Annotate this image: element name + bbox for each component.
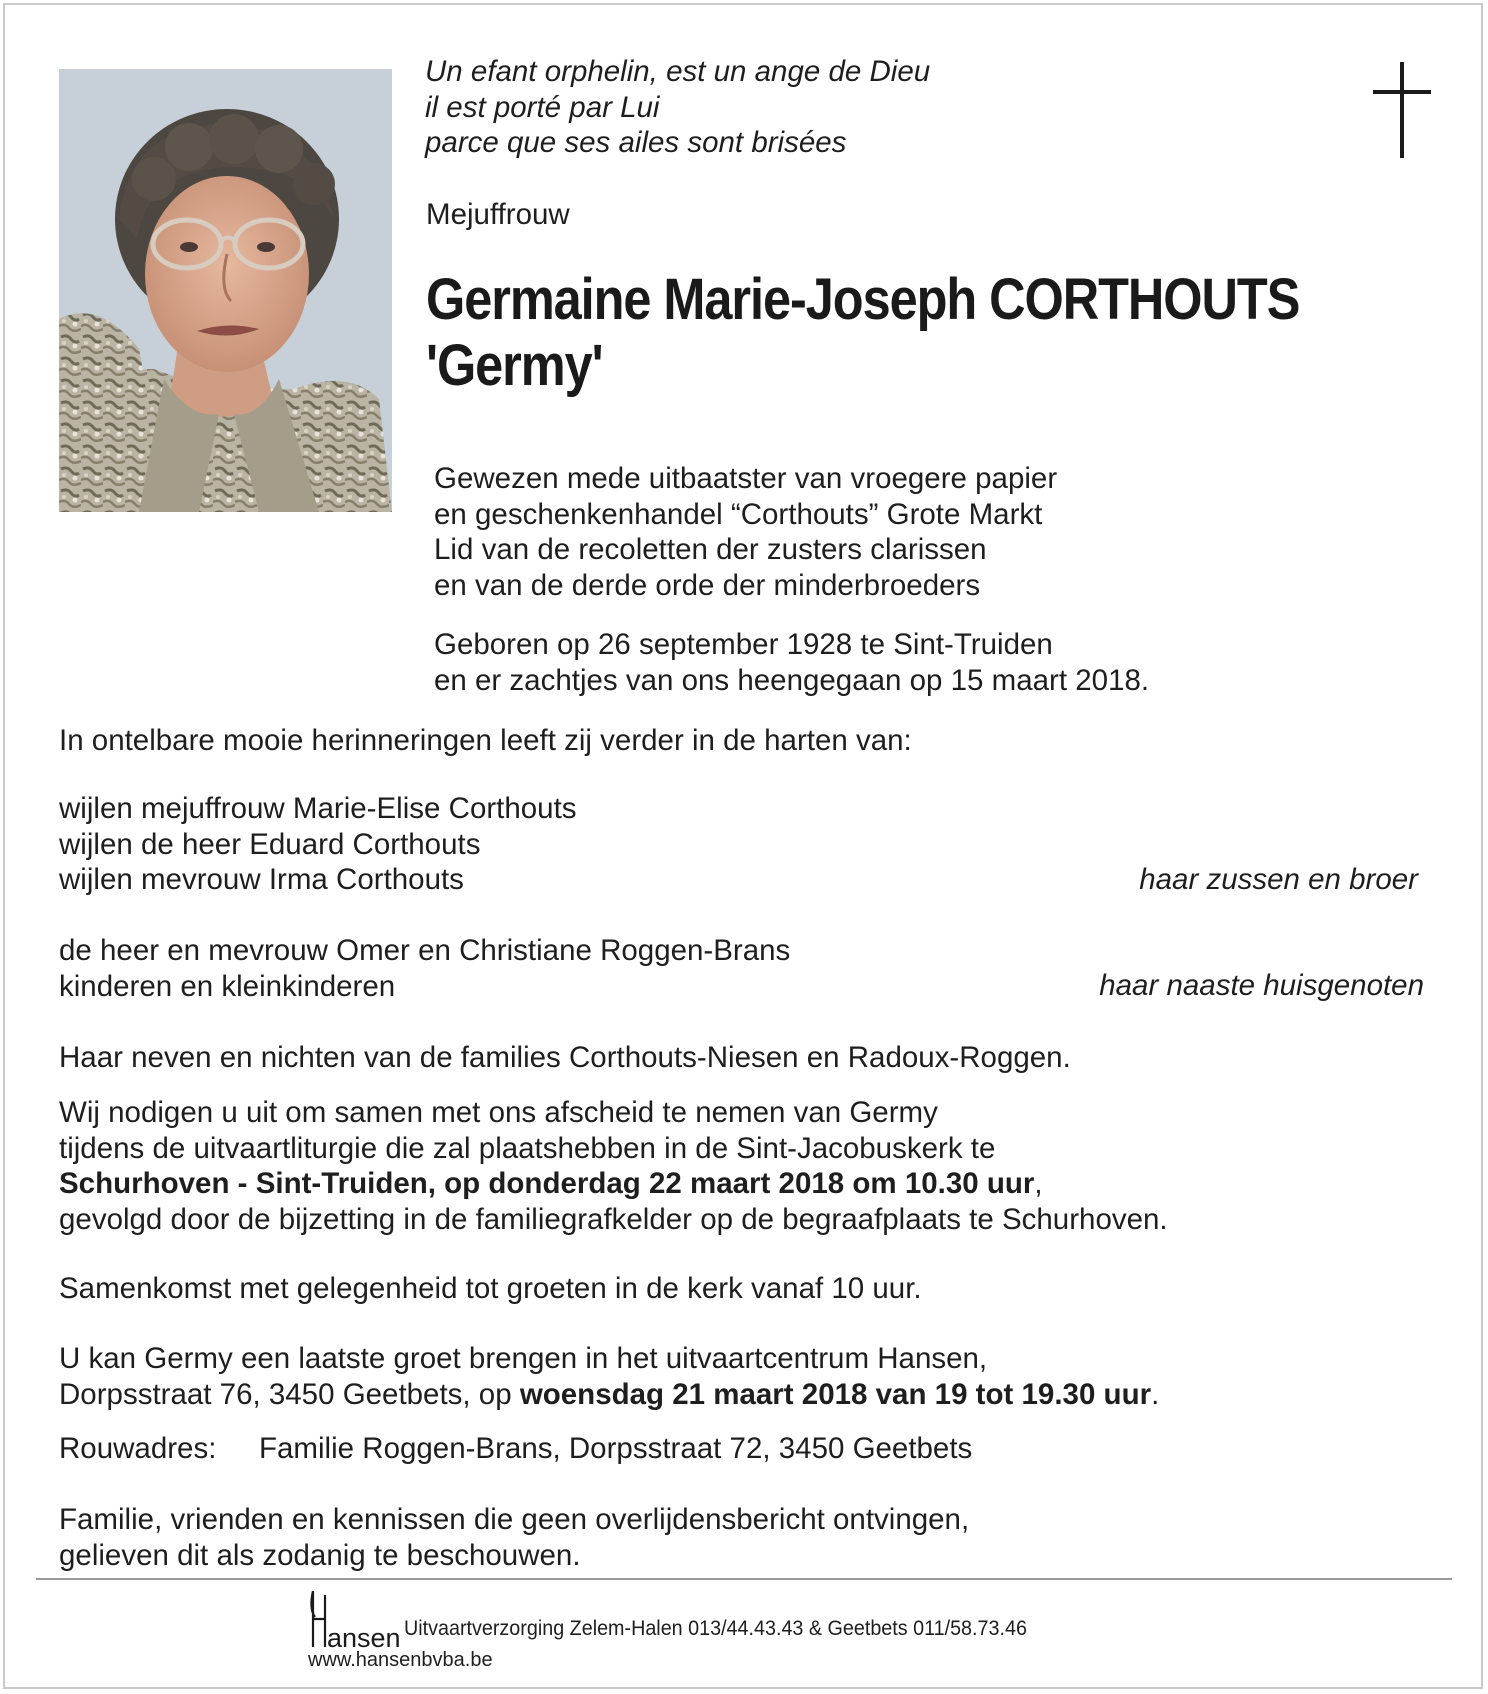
list-item: wijlen mevrouw Irma Corthouts — [59, 863, 464, 897]
deceased-name — [426, 267, 1299, 399]
portrait-photo — [59, 69, 392, 512]
description — [434, 461, 1057, 604]
household-relation: haar naaste huisgenoten — [1099, 969, 1424, 1002]
list-item: kinderen en kleinkinderen — [59, 969, 396, 1003]
visitation-line — [59, 1377, 1159, 1413]
birth-line: Geboren op 26 september 1928 te Sint-Truiden — [434, 628, 1053, 661]
closing-line: Familie, vrienden en kennissen die geen overlijdensbericht ontvingen, — [59, 1503, 970, 1536]
epigraph — [425, 54, 930, 161]
funeral-datetime: Schurhoven - Sint-Truiden, op donderdag 22 maart 2018 om 10.30 uur — [59, 1167, 1035, 1201]
siblings-list — [59, 791, 577, 898]
list-item: de heer en mevrouw Omer en Christiane Roggen-Brans — [59, 934, 791, 967]
honorific: Mejuffrouw — [426, 198, 570, 231]
cousins-text: Haar neven en nichten van de families Corthouts-Niesen en Radoux-Roggen. — [59, 1041, 1071, 1074]
hansen-logo — [305, 1589, 405, 1651]
description-line: Gewezen mede uitbaatster van vroegere papier — [434, 462, 1058, 495]
siblings-relation: haar zussen en broer — [1139, 863, 1418, 896]
visitation — [59, 1341, 1159, 1412]
death-line: en er zachtjes van ons heengegaan op 15 maart 2018. — [434, 663, 1150, 697]
invitation-line — [59, 1166, 1168, 1202]
invitation-line: tijdens de uitvaartliturgie die zal plaatshebben in de Sint-Jacobuskerk te — [59, 1131, 996, 1165]
description-line: en geschenkenhandel “Corthouts” Grote Markt — [434, 497, 1043, 531]
logo-wordmark: ansen — [327, 1623, 401, 1651]
birth-death — [434, 627, 1149, 698]
punctuation: , — [1034, 1167, 1043, 1201]
address-value: Familie Roggen-Brans, Dorpsstraat 72, 3450 Geetbets — [259, 1432, 973, 1465]
name-line-1: Germaine Marie-Joseph CORTHOUTS — [426, 267, 1300, 332]
visitation-place: Dorpsstraat 76, 3450 Geetbets, op — [59, 1377, 520, 1411]
address-label: Rouwadres: — [59, 1432, 217, 1465]
footer-website[interactable]: www.hansenbvba.be — [308, 1649, 493, 1671]
closing-line: gelieven dit als zodanig te beschouwen. — [59, 1538, 581, 1572]
invitation-line: Wij nodigen u uit om samen met ons afscheid te nemen van Germy — [59, 1096, 938, 1129]
household-list — [59, 933, 790, 1004]
description-line: Lid van de recoletten der zusters clarissen — [434, 533, 987, 567]
epigraph-line: parce que ses ailes sont brisées — [425, 126, 847, 160]
list-item: wijlen de heer Eduard Corthouts — [59, 827, 481, 861]
description-line: en van de derde orde der minderbroeders — [434, 569, 981, 603]
epigraph-line: il est porté par Lui — [425, 90, 660, 124]
gathering-text: Samenkomst met gelegenheid tot groeten in de kerk vanaf 10 uur. — [59, 1272, 922, 1305]
name-nickname: 'Germy' — [426, 333, 603, 398]
list-item: wijlen mejuffrouw Marie-Elise Corthouts — [59, 792, 577, 825]
logo-initial: H — [305, 1603, 306, 1604]
intro-text: In ontelbare mooie herinneringen leeft zij verder in de harten van: — [59, 724, 912, 757]
visitation-line: U kan Germy een laatste groet brengen in het uitvaartcentrum Hansen, — [59, 1342, 988, 1375]
punctuation: . — [1151, 1377, 1160, 1411]
latin-cross-icon — [1373, 62, 1431, 158]
invitation-line: gevolgd door de bijzetting in de familiegrafkelder op de begraafplaats te Schurhoven. — [59, 1203, 1168, 1237]
epigraph-line: Un efant orphelin, est un ange de Dieu — [425, 55, 931, 88]
footer-contact: Uitvaartverzorging Zelem-Halen 013/44.43.43 & Geetbets 011/58.73.46 — [404, 1617, 1027, 1640]
footer-divider — [36, 1578, 1452, 1580]
invitation — [59, 1095, 1168, 1238]
closing-text — [59, 1502, 969, 1573]
visitation-datetime: woensdag 21 maart 2018 van 19 tot 19.30 uur — [519, 1377, 1152, 1411]
